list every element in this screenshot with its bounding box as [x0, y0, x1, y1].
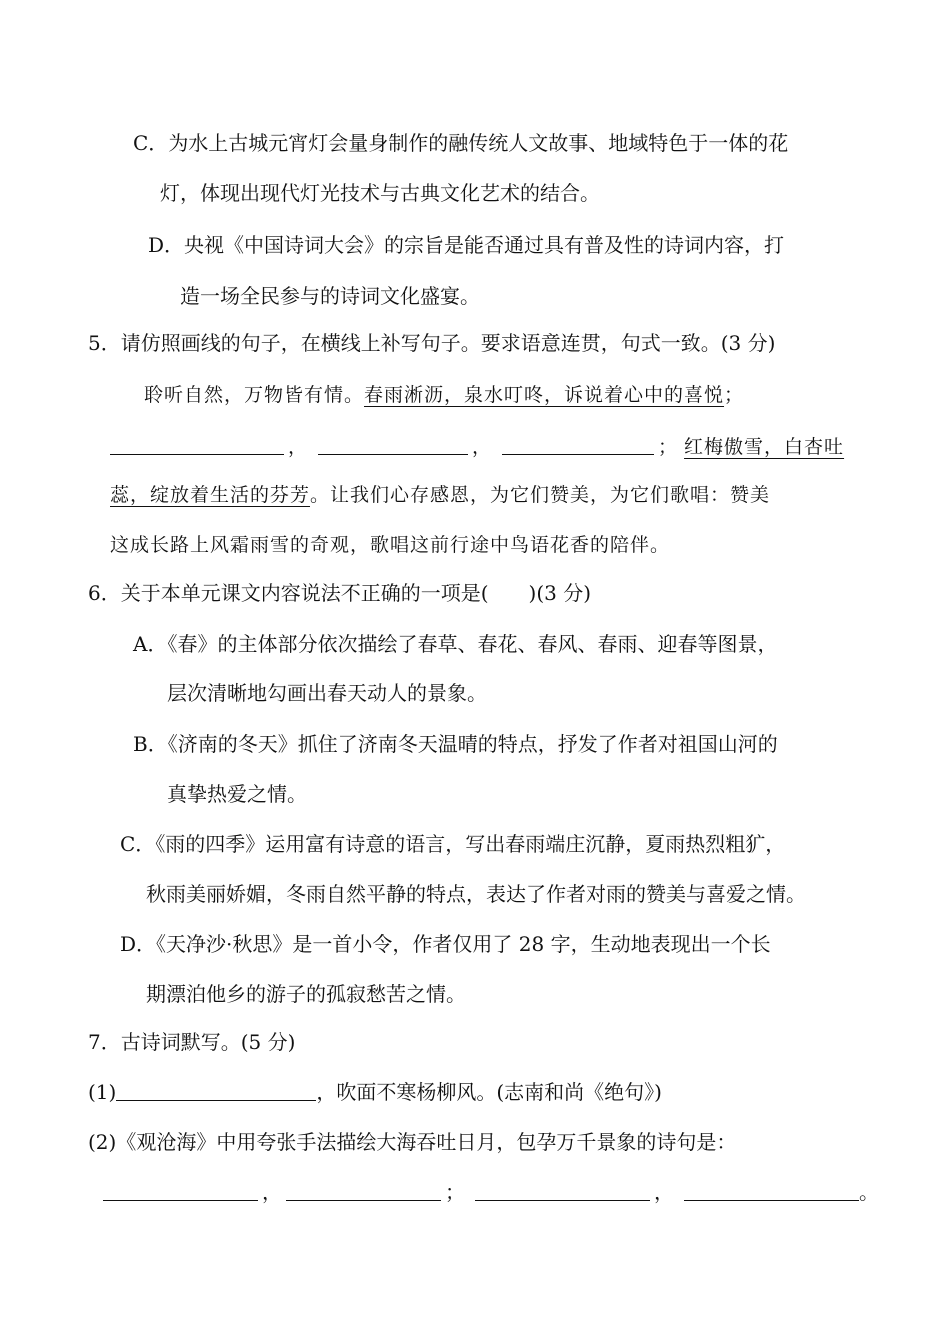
q4-option-d-text: 央视《中国诗词大会》的宗旨是能否通过具有普及性的诗词内容，打 [184, 233, 785, 257]
q5-stem: 5．请仿照画线的句子，在横线上补写句子。要求语意连贯，句式一致。(3 分) [88, 331, 776, 355]
q7-item-1-blank[interactable] [116, 1082, 316, 1101]
q7-item-2: (2)《观沧海》中用夸张手法描绘大海吞吐日月，包孕万千景象的诗句是： [88, 1130, 737, 1154]
q5-comma-1: ， [288, 436, 309, 458]
q6-option-a-line1 [133, 634, 777, 654]
q7-item-2-blank-3[interactable] [475, 1182, 650, 1201]
q7-item-2-semicolon: ； [445, 1180, 465, 1204]
q7-item-2-period: 。 [859, 1180, 879, 1204]
q5-answer-blank-1[interactable] [110, 436, 284, 455]
q5-semicolon: ； [724, 384, 745, 406]
q4-option-d-line2: 造一场全民参与的诗词文化盛宴。 [180, 284, 480, 308]
q6-option-a-text: 《春》的主体部分依次描绘了春草、春花、春风、春雨、迎春等图景， [167, 632, 778, 656]
q6-option-b-text: 《济南的冬天》抓住了济南冬天温晴的特点，抒发了作者对祖国山河的 [167, 732, 778, 756]
q5-paragraph-line4: 这成长路上风霜雨雪的奇观，歌唱这前行途中鸟语花香的陪伴。 [110, 534, 671, 556]
q7-item-2-blank-1[interactable] [103, 1182, 258, 1201]
q5-model-sentence-2a: 红梅傲雪，白杏吐 [684, 436, 845, 458]
q6-option-d-line2: 期漂泊他乡的游子的孤寂愁苦之情。 [146, 982, 466, 1006]
q7-item-2-blank-4[interactable] [684, 1182, 859, 1201]
q5-paragraph-continue: 。让我们心存感恩，为它们赞美，为它们歌唱：赞美 [310, 484, 771, 506]
q6-option-d-text: 《天净沙·秋思》是一首小令，作者仅用了 28 字，生动地表现出一个长 [156, 932, 771, 956]
q6-option-c-line1 [120, 834, 785, 854]
q5-answer-blank-2[interactable] [318, 436, 468, 455]
q5-paragraph-line1 [144, 386, 744, 405]
q6-option-b-line2: 真挚热爱之情。 [167, 782, 307, 806]
q7-stem: 7．古诗词默写。(5 分) [88, 1030, 296, 1054]
q6-option-c-line2: 秋雨美丽娇媚，冬雨自然平静的特点，表达了作者对雨的赞美与喜爱之情。 [146, 882, 806, 906]
q6-option-a-label: A． [133, 632, 168, 656]
q5-intro: 聆听自然，万物皆有情。 [144, 384, 365, 406]
q6-option-c-label: C． [120, 832, 156, 856]
q6-option-a-line2: 层次清晰地勾画出春天动人的景象。 [167, 681, 487, 705]
q4-option-d-line1 [148, 235, 784, 255]
q6-option-c-text: 《雨的四季》运用富有诗意的语言，写出春雨端庄沉静，夏雨热烈粗犷， [155, 832, 786, 856]
q6-option-d-label: D． [120, 932, 157, 956]
q6-option-b-line1 [133, 734, 778, 754]
q7-item-2-comma-2: ， [654, 1180, 674, 1204]
q6-stem: 6．关于本单元课文内容说法不正确的一项是( )(3 分) [88, 581, 592, 605]
q6-option-b-label: B． [133, 732, 168, 756]
q5-paragraph-line3 [110, 486, 770, 505]
q5-comma-2: ， [472, 436, 493, 458]
q4-option-c-text: 为水上古城元宵灯会量身制作的融传统人文故事、地域特色于一体的花 [168, 131, 789, 155]
q4-option-c-line1 [133, 133, 788, 153]
q7-item-2-answers [103, 1182, 879, 1202]
q5-paragraph-line2 [110, 436, 844, 457]
q5-model-sentence-1: 春雨淅沥，泉水叮咚，诉说着心中的喜悦 [364, 384, 725, 406]
q6-option-d-line1 [120, 934, 771, 954]
q5-semicolon-2: ； [658, 436, 679, 458]
q5-model-sentence-2b: 蕊，绽放着生活的芬芳 [110, 484, 311, 506]
q4-option-d-label: D． [148, 233, 185, 257]
q7-item-1-text: ，吹面不寒杨柳风。(志南和尚《绝句》) [316, 1080, 662, 1104]
q7-item-2-blank-2[interactable] [286, 1182, 441, 1201]
q7-item-2-comma-1: ， [262, 1180, 282, 1204]
q4-option-c-label: C． [133, 131, 169, 155]
q7-item-1-number: (1) [88, 1080, 117, 1104]
q4-option-c-line2: 灯，体现出现代灯光技术与古典文化艺术的结合。 [160, 181, 600, 205]
q7-item-1 [88, 1082, 662, 1102]
q5-answer-blank-3[interactable] [502, 436, 654, 455]
